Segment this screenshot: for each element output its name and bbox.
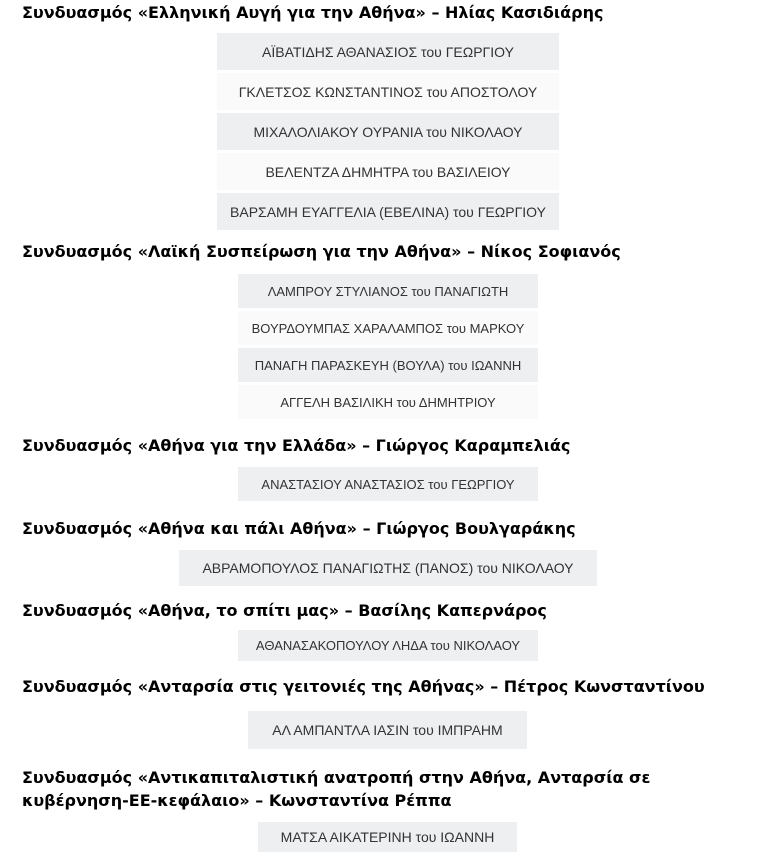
- candidate-cell: ΑΓΓΕΛΗ ΒΑΣΙΛΙΚΗ του ΔΗΜΗΤΡΙΟΥ: [238, 385, 538, 419]
- candidate-cell: ΑΪΒΑΤΙΔΗΣ ΑΘΑΝΑΣΙΟΣ του ΓΕΩΡΓΙΟΥ: [217, 33, 559, 70]
- section-heading-laiki-syspeirosi: Συνδυασμός «Λαϊκή Συσπείρωση για την Αθήνα» – Νίκος Σοφιανός: [22, 242, 621, 261]
- candidate-cell: ΑΛ ΑΜΠΑΝΤΛΑ ΙΑΣΙΝ του ΙΜΠΡΑΗΜ: [248, 711, 527, 749]
- section-heading-athina-kai-pali-athina: Συνδυασμός «Αθήνα και πάλι Αθήνα» – Γιώργος Βουλγαράκης: [22, 519, 576, 538]
- candidate-cell: ΒΑΡΣΑΜΗ ΕΥΑΓΓΕΛΙΑ (ΕΒΕΛΙΝΑ) του ΓΕΩΡΓΙΟΥ: [217, 193, 559, 230]
- candidate-cell: ΜΑΤΣΑ ΑΙΚΑΤΕΡΙΝΗ του ΙΩΑΝΝΗ: [258, 822, 517, 852]
- section-heading-elliniki-avgi: Συνδυασμός «Ελληνική Αυγή για την Αθήνα» – Ηλίας Κασιδιάρης: [22, 3, 604, 22]
- candidate-cell: ΓΚΛΕΤΣΟΣ ΚΩΝΣΤΑΝΤΙΝΟΣ του ΑΠΟΣΤΟΛΟΥ: [217, 73, 559, 110]
- candidate-cell: ΠΑΝΑΓΗ ΠΑΡΑΣΚΕΥΗ (ΒΟΥΛΑ) του ΙΩΑΝΝΗ: [238, 348, 538, 382]
- candidate-cell: ΑΝΑΣΤΑΣΙΟΥ ΑΝΑΣΤΑΣΙΟΣ του ΓΕΩΡΓΙΟΥ: [238, 467, 538, 501]
- section-heading-antarsia-stis-geitonies: Συνδυασμός «Ανταρσία στις γειτονιές της Αθήνας» – Πέτρος Κωνσταντίνου: [22, 677, 705, 696]
- section-heading-antikapitalistiki-anatropi: Συνδυασμός «Αντικαπιταλιστική ανατροπή στην Αθήνα, Ανταρσία σε κυβέρνηση-ΕΕ-κεφάλαιο» – Κωνσταντίνα Ρέππα: [22, 768, 651, 810]
- section-heading-athina-gia-tin-ellada: Συνδυασμός «Αθήνα για την Ελλάδα» – Γιώργος Καραμπελιάς: [22, 436, 571, 455]
- section-heading-athina-to-spiti-mas: Συνδυασμός «Αθήνα, το σπίτι μας» – Βασίλης Καπερνάρος: [22, 601, 547, 620]
- candidate-cell: ΑΘΑΝΑΣΑΚΟΠΟΥΛΟΥ ΛΗΔΑ του ΝΙΚΟΛΑΟΥ: [238, 630, 538, 661]
- candidate-cell: ΛΑΜΠΡΟΥ ΣΤΥΛΙΑΝΟΣ του ΠΑΝΑΓΙΩΤΗ: [238, 274, 538, 308]
- candidate-cell: ΒΟΥΡΔΟΥΜΠΑΣ ΧΑΡΑΛΑΜΠΟΣ του ΜΑΡΚΟΥ: [238, 311, 538, 345]
- candidate-cell: ΜΙΧΑΛΟΛΙΑΚΟΥ ΟΥΡΑΝΙΑ του ΝΙΚΟΛΑΟΥ: [217, 113, 559, 150]
- candidate-cell: ΒΕΛΕΝΤΖΑ ΔΗΜΗΤΡΑ του ΒΑΣΙΛΕΙΟΥ: [217, 153, 559, 190]
- candidate-cell: ΑΒΡΑΜΟΠΟΥΛΟΣ ΠΑΝΑΓΙΩΤΗΣ (ΠΑΝΟΣ) του ΝΙΚΟΛΑΟΥ: [179, 550, 597, 586]
